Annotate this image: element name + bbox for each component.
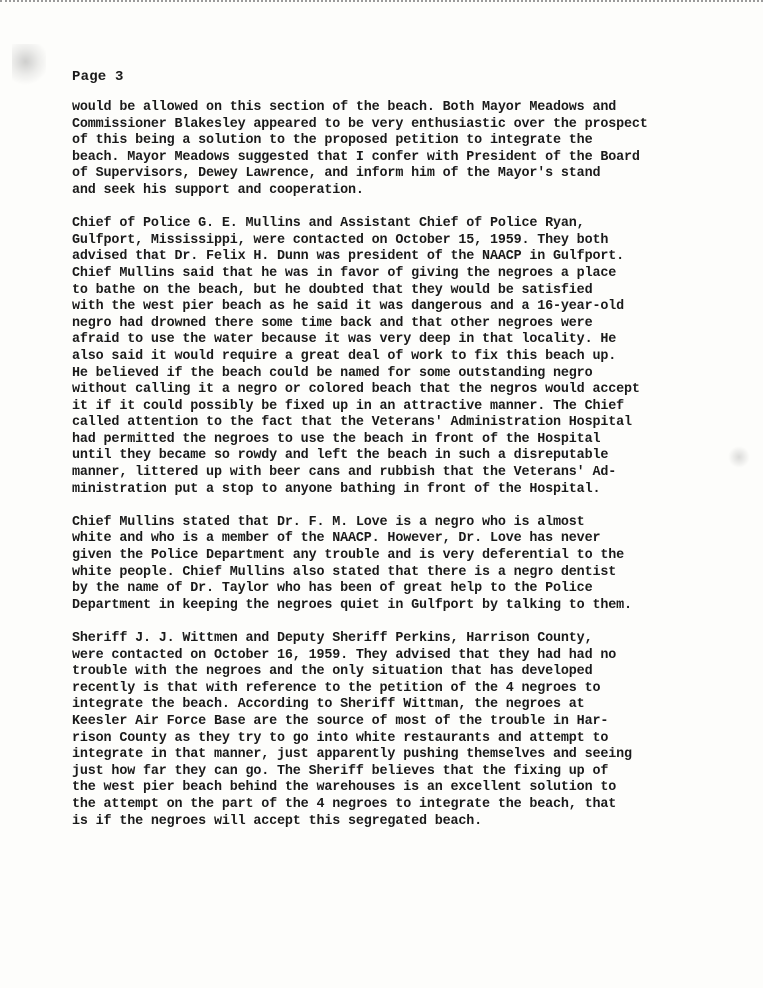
paragraph-1: would be allowed on this section of the beach. Both Mayor Meadows and Commissioner Blakesley appeared to be very enthusiastic over the prospect of this being a solution to the proposed petition to integrate the beach. Mayor Meadows suggested that I confer with President of the Board of Supervisors, Dewey Lawrence, and inform him of the Mayor's stand and seek his support and cooperation. <box>72 100 648 198</box>
document-body <box>72 100 742 847</box>
page-top-border <box>0 0 763 2</box>
paragraph-3: Chief Mullins stated that Dr. F. M. Love is a negro who is almost white and who is a member of the NAACP. However, Dr. Love has never given the Police Department any trouble and is very deferential to the white people. Chief Mullins also stated that there is a negro dentist by the name of Dr. Taylor who has been of great help to the Police Department in keeping the negroes quiet in Gulfport by talking to them. <box>72 514 632 613</box>
scan-smudge <box>12 44 46 88</box>
paragraph-2: Chief of Police G. E. Mullins and Assistant Chief of Police Ryan, Gulfport, Mississippi, were contacted on October 15, 1959. They both advised that Dr. Felix H. Dunn was president of the NAACP in Gulfport. Chief Mullins said that he was in favor of giving the negroes a place to bathe on the beach, but he doubted that they would be satisfied with the west pier beach as he said it was dangerous and a 16-year-old negro had drowned there some time back and that other negroes were afraid to use the water because it was very deep in that locality. He also said it would require a great deal of work to fix this beach up. He believed if the beach could be named for some outstanding negro without calling it a negro or colored beach that the negros would accept it if it could possibly be fixed up in an attractive manner. The Chief called attention to the fact that the Veterans' Administration Hospital had permitted the negroes to use the beach in front of the Hospital until they became so rowdy and left the beach in such a disreputable manner, littered up with beer cans and rubbish that the Veterans' Ad- ministration put a stop to anyone bathing in front of the Hospital. <box>72 216 640 497</box>
page-number-label: Page 3 <box>72 69 124 85</box>
paragraph-4: Sheriff J. J. Wittmen and Deputy Sheriff Perkins, Harrison County, were contacted on October 16, 1959. They advised that they had had no trouble with the negroes and the only situation that has developed recently is that with reference to the petition of the 4 negroes to integrate the beach. According to Sheriff Wittman, the negroes at Keesler Air Force Base are the source of most of the trouble in Har- rison County as they try to go into white restaurants and attempt to integrate in that manner, just apparently pushing themselves and seeing just how far they can go. The Sheriff believes that the fixing up of the west pier beach behind the warehouses is an excellent solution to the attempt on the part of the 4 negroes to integrate the beach, that is if the negroes will accept this segregated beach. <box>72 631 632 829</box>
